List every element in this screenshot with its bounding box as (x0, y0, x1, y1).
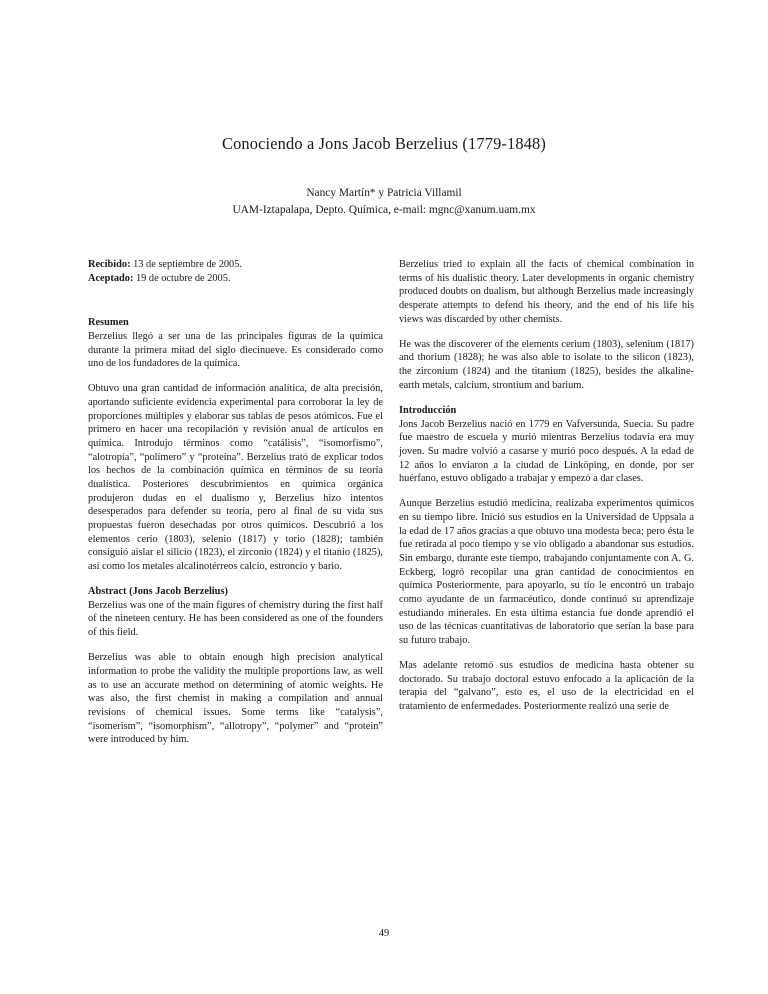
abstract-paragraph-2: Berzelius was able to obtain enough high precision analytical information to probe the validity the multiple proportions law, as well as to use an accurate method on determining of atomic weights. He was also, the first chemist in making a compilation and annual revisions of chemical issues. Some terms like “catalysis”, “isomerism”, “isomorphism”, “allotropy”, “polymer” and “protein” were introduced by him. (88, 652, 383, 746)
introduccion-paragraph-2: Aunque Berzelius estudió medicina, realizaba experimentos químicos en su tiempo libre. Inició sus estudios en la Universidad de Uppsala a la edad de 17 años gracias a que obtuvo una modesta beca; pero ésta le fue retirada al poco tiempo y se vio obligado a abandonar sus estudios. Sin embargo, durante este tiempo, trabajando conjuntamente con A. G. Eckberg, logró recopilar una gran cantidad de conocimientos en química Posteriormente, para apoyarlo, su tío le encontró un trabajo como ayudante de un farmacéutico, donde continuó su aprendizaje estudiando minerales. En esta última estancia fue donde aprendió el uso de las técnicas cuantitativas de laboratorio que serían la base para su futuro trabajo. (399, 498, 694, 646)
right-lead-paragraph-1: Berzelius tried to explain all the facts of chemical combination in terms of his dualistic theory. Later developments in organic chemistry produced doubts on dualism, but although Berzelius made increasingly desperate attempts to defend his theory, and the end of his life his views was discarded by other chemists. (399, 259, 694, 325)
right-column (399, 258, 694, 714)
accepted-line (88, 272, 383, 286)
author-block (0, 185, 768, 220)
introduccion-paragraph-3: Mas adelante retomó sus estudios de medicina hasta obtener su doctorado. Su trabajo doctoral estuvo enfocado a la aplicación de la terapia del “galvano”, esto es, el uso de la electricidad en el tratamiento de enfermedades. Posteriormente realizó una serie de (399, 660, 694, 713)
section-heading-introduccion: Introducción (399, 404, 457, 416)
article-header (0, 134, 768, 220)
resumen-paragraph-1: Berzelius llegó a ser una de las principales figuras de la química durante la primera mitad del siglo diecinueve. Es considerado como uno de los fundadores de la química. (88, 330, 383, 370)
section-heading-abstract: Abstract (Jons Jacob Berzelius) (88, 586, 228, 598)
page-number: 49 (378, 928, 390, 939)
submission-dates (88, 258, 383, 285)
abstract-paragraph-1: Berzelius was one of the main figures of chemistry during the first half of the nineteen century. He has been considered as one of the founders of this field. (88, 599, 383, 639)
introduccion-paragraph-1: Jons Jacob Berzelius nació en 1779 en Vafversunda, Suecia. Su padre fue maestro de escuela y murió mientras Berzelius todavía era muy joven. Su madre volvió a casarse y murió poco después. A la edad de 12 años lo enviaron a la ciudad de Linköping, en donde, por ser huérfano, estuvo obligado a trabajar y empezó a dar clases. (399, 418, 694, 485)
received-value: 13 de septiembre de 2005. (133, 259, 242, 270)
accepted-label: Aceptado: (88, 272, 134, 284)
section-heading-resumen: Resumen (88, 317, 129, 329)
body-columns (88, 258, 694, 908)
page-title: Conociendo a Jons Jacob Berzelius (1779-1848) (221, 134, 547, 153)
author-affiliation: UAM-Iztapalapa, Depto. Química, e-mail: mgnc@xanum.uam.mx (232, 204, 536, 217)
author-names: Nancy Martín* y Patricia Villamil (306, 186, 462, 199)
resumen-paragraph-2: Obtuvo una gran cantidad de información analítica, de alta precisión, aportando suficiente evidencia experimental para corroborar la ley de proporciones múltiples y elaborar sus tablas de pesos atómicos. Fue el primero en hacer una recopilación y revisión anual de artículos en química. Introdujo términos como “catálisis”, “isomorfismo”, “alotropía”, “polímero” y “proteína”. Berzelius trató de explicar todos los hechos de la combinación química en términos de su teoría dualística. Posteriores descubrimientos en química orgánica produjeron dudas en el dualismo y, Berzelius hizo intentos desesperados para defender su teoría, pero al final de su vida sus propuestas fueron desechadas por otros químicos. Descubrió a los elementos cerio (1803), selenio (1817) y torio (1828); también consiguió aislar el silicio (1823), el zirconio (1824) y el titanio (1825), así como los metales alcalinotérreos calcio, estroncio y bario. (88, 383, 383, 572)
right-lead-paragraph-2: He was the discoverer of the elements cerium (1803), selenium (1817) and thorium (1828); he was also able to isolate to the silicon (1823), the zirconium (1824) and the titanium (1825), besides the alkaline-earth metals, calcium, strontium and barium. (399, 338, 694, 391)
received-line (88, 258, 383, 272)
received-label: Recibido: (88, 259, 131, 270)
left-column (88, 258, 383, 747)
accepted-value: 19 de octubre de 2005. (135, 272, 231, 284)
